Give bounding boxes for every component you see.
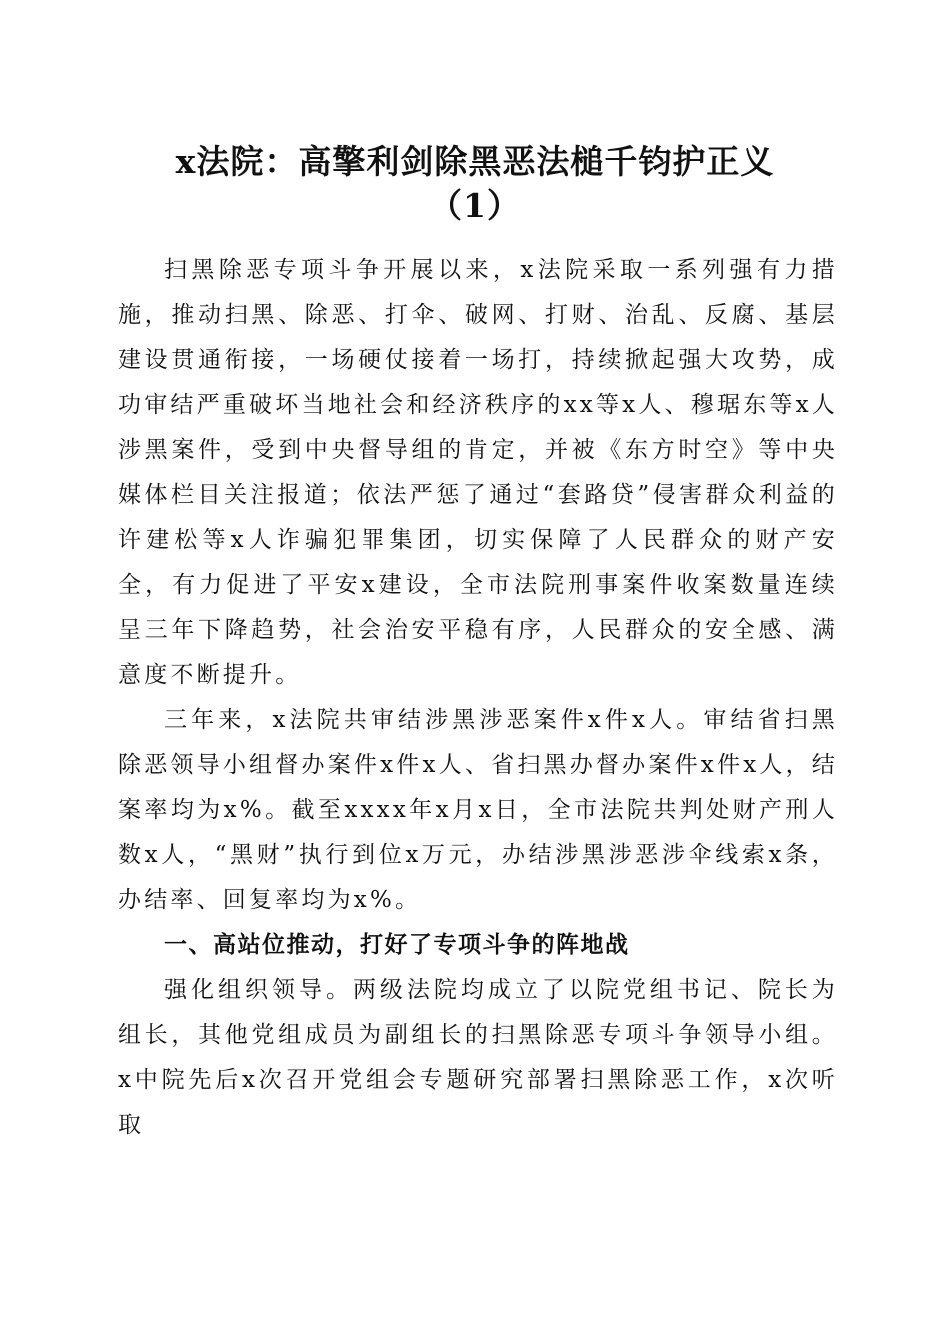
section-heading: 一、高站位推动，打好了专项斗争的阵地战 — [164, 932, 630, 958]
document-title: x法院：高擎利剑除黑恶法槌千钧护正义 — [175, 142, 775, 181]
document-body — [118, 248, 838, 1148]
document-title-number: （1） — [429, 186, 521, 225]
paragraph-intro: 扫黑除恶专项斗争开展以来，x法院采取一系列强有力措施，推动扫黑、除恶、打伞、破网、打财、治乱、反腐、基层建设贯通衔接，一场硬仗接着一场打，持续掀起强大攻势，成功审结严重破坏当地社会和经济秩序的xx等x人、穆琚东等x人涉黑案件，受到中央督导组的肯定，并被《东方时空》等中央媒体栏目关注报道；依法严惩了通过“套路贷”侵害群众利益的许建松等x人诈骗犯罪集团，切实保障了人民群众的财产安全，有力促进了平安x建设，全市法院刑事案件收案数量连续呈三年下降趋势，社会治安平稳有序，人民群众的安全感、满意度不断提升。 — [118, 257, 838, 688]
paragraph-section-1: 强化组织领导。两级法院均成立了以院党组书记、院长为组长，其他党组成员为副组长的扫黑除恶专项斗争领导小组。x中院先后x次召开党组会专题研究部署扫黑除恶工作，x次听取 — [118, 977, 838, 1138]
paragraph-statistics: 三年来，x法院共审结涉黑涉恶案件x件x人。审结省扫黑除恶领导小组督办案件x件x人、省扫黑办督办案件x件x人，结案率均为x%。截至xxxx年x月x日，全市法院共判处财产刑人数x人，“黑财”执行到位x万元，办结涉黑涉恶涉伞线索x条，办结率、回复率均为x%。 — [118, 707, 838, 913]
